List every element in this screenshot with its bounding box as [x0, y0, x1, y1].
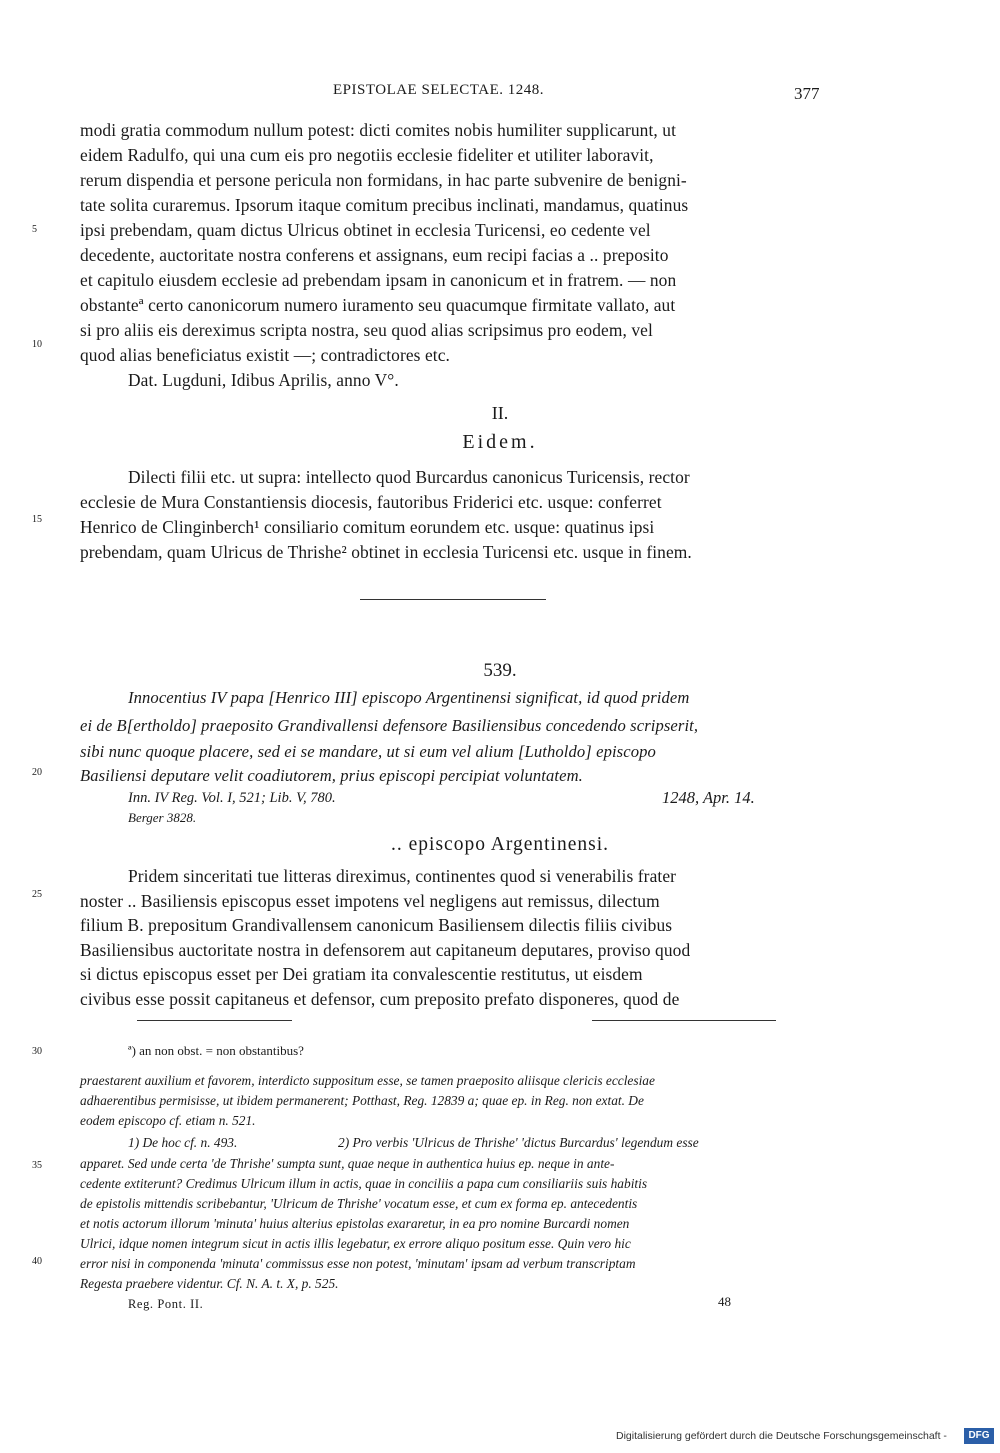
footnote-line: et notis actorum illorum 'minuta' huius alterius epistolas exararetur, in ea pro nomine Burcardi nomen — [80, 1216, 630, 1231]
footnote-divider — [592, 1020, 776, 1021]
footnote-line: apparet. Sed unde certa 'de Thrishe' sumpta sunt, quae neque in authentica huius ep. neque in ante- — [80, 1156, 615, 1171]
summary-line: Innocentius IV papa [Henrico III] episcopo Argentinensi significat, id quod pridem — [128, 688, 690, 707]
section-title: Eidem. — [462, 431, 538, 453]
footnote-2: 2) Pro verbis 'Ulricus de Thrishe' 'dictus Burcardus' legendum esse — [338, 1135, 699, 1150]
text-line: Pridem sinceritati tue litteras direximus, continentes quod si venerabilis frater — [128, 866, 677, 886]
line-number: 15 — [32, 514, 42, 525]
text-line: ipsi prebendam, quam dictus Ulricus obtinet in ecclesia Turicensi, eo cedente vel — [80, 220, 651, 240]
source-reference: Inn. IV Reg. Vol. I, 521; Lib. V, 780. — [128, 790, 336, 806]
footnote-line: Regesta praebere videntur. Cf. N. A. t. X, p. 525. — [80, 1276, 339, 1291]
line-number: 30 — [32, 1046, 42, 1057]
text-line: Dilecti filii etc. ut supra: intellecto quod Burcardus canonicus Turicensis, rector — [128, 467, 690, 487]
digitization-notice: Digitalisierung gefördert durch die Deutsche Forschungsgemeinschaft - — [616, 1430, 947, 1442]
text-line: civibus esse possit capitaneus et defensor, cum preposito prefato disponeres, quod de — [80, 989, 680, 1009]
footnote-divider — [137, 1020, 292, 1021]
summary-line: Basiliensi deputare velit coadiutorem, prius episcopi percipiat voluntatem. — [80, 766, 583, 785]
text-line: prebendam, quam Ulricus de Thrishe² obtinet in ecclesia Turicensi etc. usque in finem. — [80, 542, 692, 562]
line-number: 5 — [32, 224, 37, 235]
text-line: noster .. Basiliensis episcopus esset impotens vel negligens aut remissus, dilectum — [80, 891, 660, 911]
footnote-a: ª) an non obst. = non obstantibus? — [128, 1043, 304, 1058]
footnote-line: cedente extiterunt? Credimus Ulricum illum in actis, quae in conciliis a papa cum consiliariis suis habitis — [80, 1176, 648, 1191]
line-number: 10 — [32, 339, 42, 350]
document-date: 1248, Apr. 14. — [662, 788, 755, 807]
dfg-logo: DFG — [964, 1428, 994, 1444]
section-divider — [360, 599, 546, 600]
document-number: 539. — [483, 660, 517, 681]
footnote-line: eodem episcopo cf. etiam n. 521. — [80, 1113, 256, 1128]
summary-line: sibi nunc quoque placere, sed ei se mandare, ut si eum vel alium [Lutholdo] episcopo — [80, 742, 656, 761]
printer-signature: Reg. Pont. II. — [128, 1297, 204, 1311]
footnote-line: Ulrici, idque nomen integrum sicut in actis illis legebatur, ex errore aliquo positum esse. Quin vero hic — [80, 1236, 631, 1251]
text-line: decedente, auctoritate nostra conferens et assignans, eum recipi facias a .. preposito — [80, 245, 669, 265]
text-line: si pro aliis eis dereximus scripta nostra, seu quod alias scripsimus pro eodem, vel — [80, 320, 653, 340]
text-line: tate solita curaremus. Ipsorum itaque comitum precibus inclinati, mandamus, quatinus — [80, 195, 689, 215]
text-line: eidem Radulfo, qui una cum eis pro negotiis ecclesie fideliter et utiliter laboravit, — [80, 145, 654, 165]
text-line: ecclesie de Mura Constantiensis diocesis, fautoribus Friderici etc. usque: conferret — [80, 492, 662, 512]
footnote-1: 1) De hoc cf. n. 493. — [128, 1135, 238, 1150]
page-number: 377 — [794, 84, 820, 103]
footnote-line: adhaerentibus permisisse, ut ibidem permanerent; Potthast, Reg. 12839 a; quae ep. in Reg. non extat. De — [80, 1093, 644, 1108]
text-line: si dictus episcopus esset per Dei gratiam ita convalescentie restitutus, ut eisdem — [80, 964, 643, 984]
text-line: et capitulo eiusdem ecclesie ad prebendam ipsam in canonicum et in fratrem. — non — [80, 270, 677, 290]
footnote-line: praestarent auxilium et favorem, interdicto suppositum esse, se tamen praeposito aliisque clericis ecclesiae — [80, 1073, 655, 1088]
line-number: 35 — [32, 1160, 42, 1171]
text-line: obstanteª certo canonicorum numero iuramento seu quacumque firmitate vallato, aut — [80, 295, 676, 315]
summary-line: ei de B[ertholdo] praeposito Grandivallensi defensore Basiliensibus concedendo scripserit, — [80, 716, 699, 735]
text-line: filium B. prepositum Grandivallensem canonicum Basiliensem dilectis filiis civibus — [80, 915, 673, 935]
line-number: 40 — [32, 1256, 42, 1267]
sheet-number: 48 — [718, 1294, 731, 1309]
addressee: .. episcopo Argentinensi. — [391, 834, 609, 855]
text-line: quod alias beneficiatus existit —; contradictores etc. — [80, 345, 450, 365]
text-line: Basiliensibus auctoritate nostra in defensorem aut capitaneum deputares, proviso quod — [80, 940, 691, 960]
text-line: modi gratia commodum nullum potest: dicti comites nobis humiliter supplicarunt, ut — [80, 120, 677, 140]
dat-line: Dat. Lugduni, Idibus Aprilis, anno V°. — [128, 370, 399, 390]
text-line: Henrico de Clinginberch¹ consiliario comitum eorundem etc. usque: quatinus ipsi — [80, 517, 655, 537]
line-number: 20 — [32, 767, 42, 778]
footnote-line: error nisi in componenda 'minuta' commissus esse non potest, 'minutam' ipsam ad verbum transcriptam — [80, 1256, 636, 1271]
section-number: II. — [491, 403, 509, 423]
footnote-line: de epistolis mittendis scribebantur, 'Ulricum de Thrishe' vocatum esse, et cum ex forma ep. antecedentis — [80, 1196, 638, 1211]
text-line: rerum dispendia et persone pericula non formidans, in hac parte subvenire de benigni- — [80, 170, 687, 190]
source-reference: Berger 3828. — [128, 810, 197, 825]
line-number: 25 — [32, 889, 42, 900]
running-title: EPISTOLAE SELECTAE. 1248. — [333, 82, 545, 98]
